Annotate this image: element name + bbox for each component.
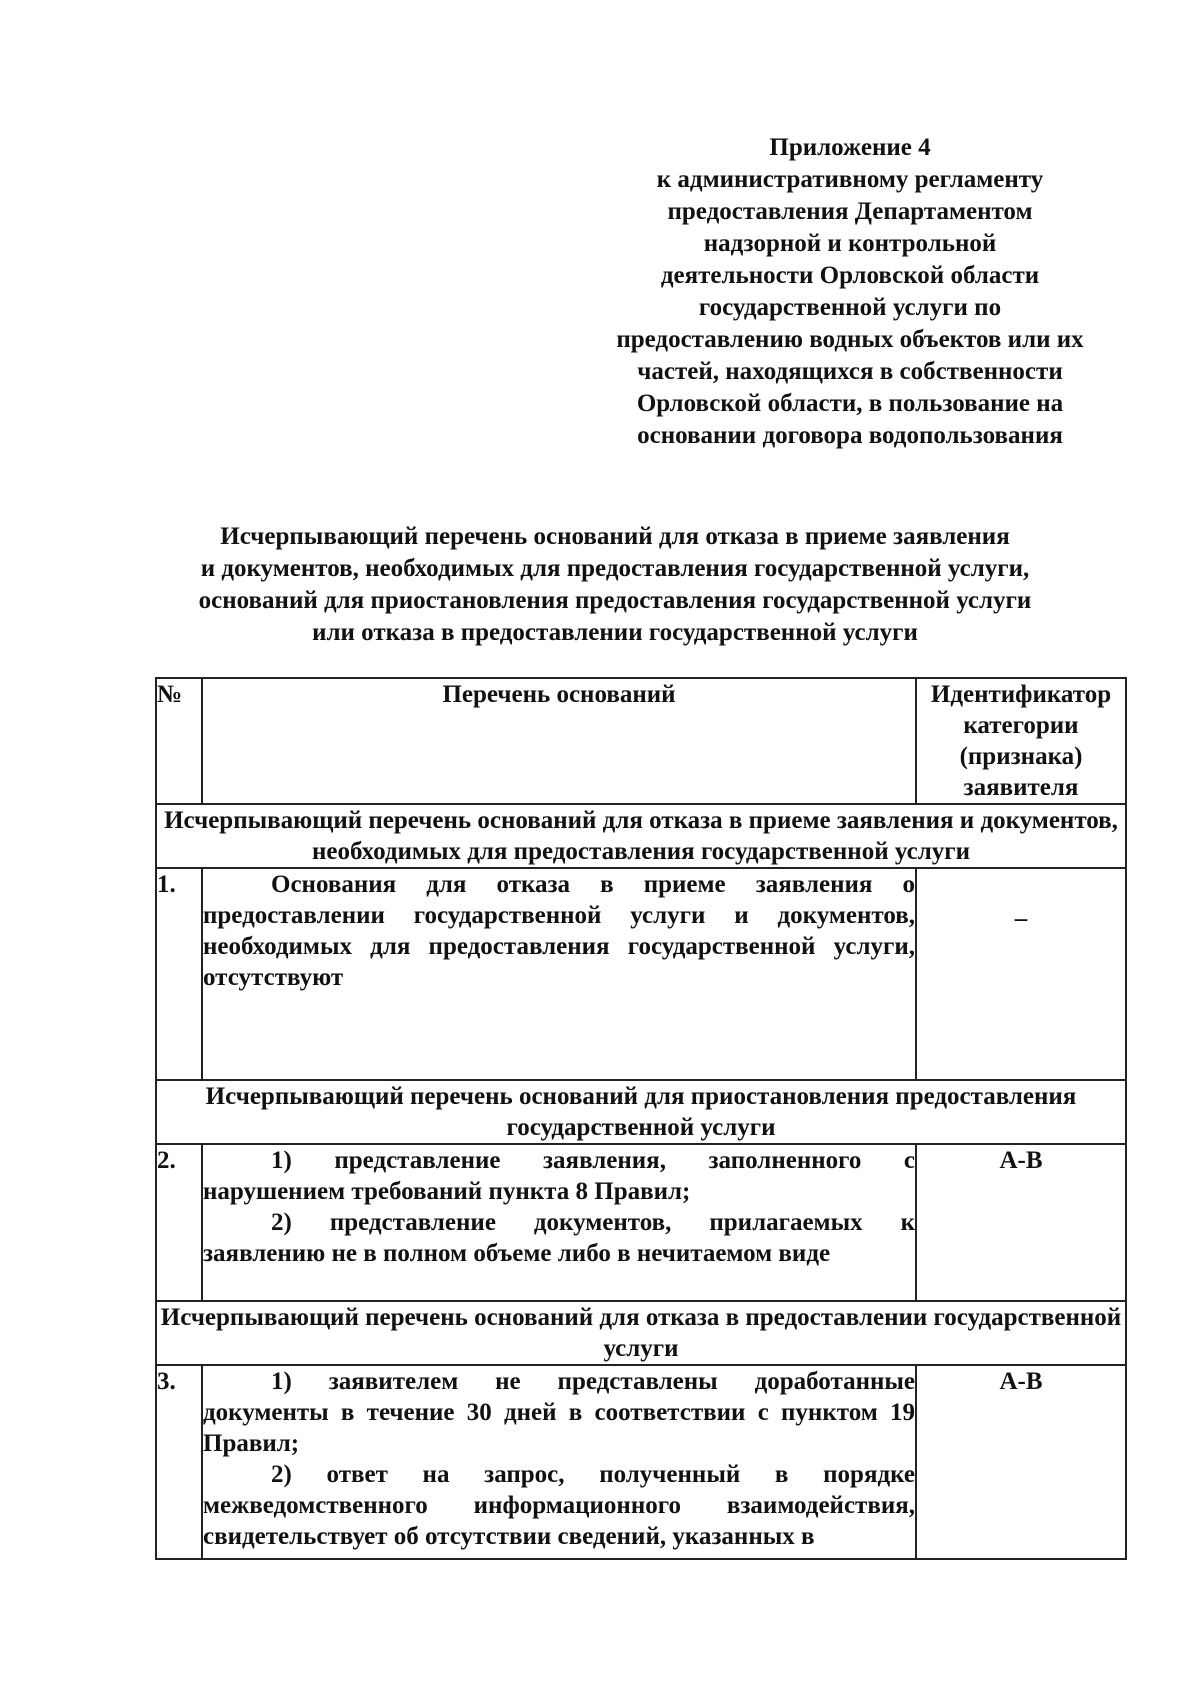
row-identifier: А-В: [916, 1144, 1126, 1301]
annex-line: предоставления Департаментом: [667, 198, 1033, 225]
row-grounds: [202, 868, 916, 1080]
title-line: оснований для приостановления предоставления государственной услуги: [198, 587, 1032, 614]
table-row: [156, 1365, 1126, 1559]
annex-line: деятельности Орловской области: [660, 262, 1040, 289]
section-heading-row: [156, 804, 1126, 868]
ground-paragraph: 2) ответ на запрос, полученный в порядке межведомственного информационного взаимодействия, свидетельствует об отсутствии сведений, указанных в: [203, 1461, 915, 1550]
header-applicant-identifier: Идентификатор категории (признака) заявителя: [916, 678, 1126, 804]
document-title: [150, 521, 1080, 649]
annex-line: частей, находящихся в собственности: [637, 358, 1063, 385]
section-heading: Исчерпывающий перечень оснований для отказа в приеме заявления и документов, необходимых для предоставления государственной услуги: [156, 804, 1126, 868]
row-number: 2.: [156, 1144, 202, 1301]
annex-line: Орловской области, в пользование на: [636, 390, 1064, 417]
header-number: №: [156, 678, 202, 804]
table-header-row: [156, 678, 1126, 804]
annex-line: государственной услуги по: [698, 294, 1002, 321]
row-number: 1.: [156, 868, 202, 1080]
section-heading: Исчерпывающий перечень оснований для отказа в предоставлении государственной услуги: [156, 1301, 1126, 1365]
annex-line: к административному регламенту: [656, 166, 1044, 193]
title-line: и документов, необходимых для предоставления государственной услуги,: [200, 555, 1030, 582]
ground-paragraph: Основания для отказа в приеме заявления о предоставлении государственной услуги и документов, необходимых для предоставления государственной услуги, отсутствуют: [203, 871, 915, 991]
row-grounds: [202, 1144, 916, 1301]
row-identifier: –: [916, 868, 1126, 1080]
row-identifier: А-В: [916, 1365, 1126, 1559]
header-grounds-list: Перечень оснований: [202, 678, 916, 804]
ground-paragraph: 1) представление заявления, заполненного с нарушением требований пункта 8 Правил;: [203, 1147, 915, 1205]
row-grounds: [202, 1365, 916, 1559]
ground-paragraph: 2) представление документов, прилагаемых к заявлению не в полном объеме либо в нечитаемом виде: [203, 1209, 915, 1267]
ground-paragraph: 1) заявителем не представлены доработанные документы в течение 30 дней в соответствии с пунктом 19 Правил;: [203, 1368, 915, 1457]
section-heading-row: [156, 1080, 1126, 1144]
table-row: [156, 868, 1126, 1080]
table-row: [156, 1144, 1126, 1301]
row-number: 3.: [156, 1365, 202, 1559]
section-heading: Исчерпывающий перечень оснований для приостановления предоставления государственной услуги: [156, 1080, 1126, 1144]
grounds-table: [155, 677, 1127, 1560]
annex-line: надзорной и контрольной: [703, 230, 997, 257]
annex-caption: [560, 132, 1140, 452]
title-line: Исчерпывающий перечень оснований для отказа в приеме заявления: [220, 523, 1010, 550]
section-heading-row: [156, 1301, 1126, 1365]
annex-line: основании договора водопользования: [637, 422, 1063, 449]
annex-line: предоставлению водных объектов или их: [616, 326, 1084, 353]
annex-line: Приложение 4: [769, 134, 931, 161]
title-line: или отказа в предоставлении государственной услуги: [312, 619, 918, 646]
